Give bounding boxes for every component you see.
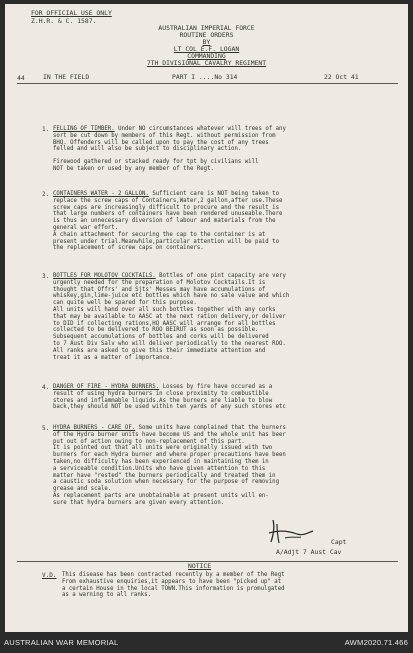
item-3-number: 3. (42, 273, 50, 280)
footer-source: AUSTRALIAN WAR MEMORIAL (4, 638, 119, 647)
notice-heading: NOTICE (188, 562, 212, 570)
part-number: PART I ....No 314 (172, 73, 238, 81)
header-rule (17, 83, 398, 84)
item-3-heading: BOTTLES FOR MOLOTOV COCKTAILS. (53, 273, 156, 279)
item-2-body: CONTAINERS WATER - 2 GALLON. Sufficient care is NOT being taken to replace the screw caps of Containers,Water,2 gallon,after use.These screw caps are increasingly difficult to procure and the result is that large numbers of containers have been rendered unuseable.There is thus an unnecessary diversion of labour and materials from the general war effort. A chain attachment for securing the cap to the container is at present under trial.Meanwhile,particular attention will be paid to the replacement of screw caps on containers. (53, 191, 283, 252)
signatory-rank: Capt (331, 538, 347, 546)
item-5-number: 5. (42, 425, 50, 432)
item-1-body: FELLING OF TIMBER. Under NO circumstances whatever will trees of any sort be cut down by members of this Regt. without permission from BHQ. Offenders will be called upon to pay the cost of any trees felled and will also be subject to disciplinary action. Firewood gathered or stacked ready for tpt by civilians will NOT be taken or used by any member of the Regt. (53, 126, 286, 172)
order-date: 22 Oct 41 (324, 73, 359, 81)
archive-footer (0, 632, 413, 653)
item-4-number: 4. (42, 384, 50, 391)
notice-body: This disease has been contracted recently by a member of the Regt From exhaustive enquiries,it appears to have been "picked up" at a certain House in the local TOWN.This information is promulgated as a warning to all ranks. (62, 572, 285, 599)
reference-number: Z.H.R. & C. 1587. (31, 17, 97, 25)
title-line-5: COMMANDING (187, 52, 226, 60)
item-1-number: 1. (42, 126, 50, 133)
item-4-body: DANGER OF FIRE - HYDRA BURNERS. Losses by fire have occured as a result of using hydra burners in close proximity to combustible stores and inflammable liquids.As the burners are liable to blow back,they should NOT be used within ten yards of any such stores etc (53, 384, 286, 411)
location: IN THE FIELD (43, 73, 90, 81)
title-line-1: AUSTRALIAN IMPERIAL FORCE (158, 24, 255, 32)
item-4-heading: DANGER OF FIRE - HYDRA BURNERS. (53, 384, 160, 390)
notice-label: V.D. (42, 572, 57, 579)
title-line-6: 7TH DIVISIONAL CAVALRY REGIMENT (146, 59, 267, 67)
item-3-body: BOTTLES FOR MOLOTOV COCKTAILS. Bottles of one pint capacity are very urgently needed for the preparation of Molotov Cocktails.It is thought that Offrs' and Sjts' Messes may have accumulations of whiskey,gin,lime-juice etc bottles which have no sale value and which can quite well be spared for this purpose. All units will hand over all such bottles together with any corks that may be available to AASC at the next ration delivery,or deliver to DID if collecting rations,HQ AASC will arrange for all bottles collected to be delivered to ROO BEIRUT as soon as possible. Subsequent accumulations of bottles and corks will be delivered to 7 Aust Div Salv who will deliver periodically to the nearest ROO. All ranks are asked to give this their immediate attention and treat it as a matter of importance. (53, 273, 290, 361)
page-number: 44 (17, 74, 25, 82)
signatory-appointment: A/Adjt 7 Aust Cav (276, 548, 342, 556)
title-line-3: BY (202, 38, 211, 46)
footer-accession-number: AWM2020.71.466 (344, 638, 408, 647)
handwritten-signature (267, 516, 323, 546)
official-use-marking: FOR OFFICIAL USE ONLY (31, 9, 112, 17)
item-1-heading: FELLING OF TIMBER. (53, 126, 115, 132)
item-5-body: HYDRA BURNERS - CARE OF. Some units have complained that the burners of the Hydra burner units have become US and the whole unit has beer put out of action owing to non-replacement of this part. It is pointed out that all units were originally issued with two burners for each Hydra burner and where proper precautions have been taken,no difficulty has been experienced in maintaining them in a serviceable condition.Units who have given attention to this matter have "rested" the burners periodically and treated them in a caustic soda solution when necessary for the purpose of removing grease and scale. As replacement parts are unobtainable at present units will en- sure that hydra burners are given every attention. (53, 425, 286, 506)
item-5-heading: HYDRA BURNERS - CARE OF. (53, 425, 136, 431)
document-page (5, 4, 408, 632)
title-line-2: ROUTINE ORDERS (179, 31, 234, 39)
item-2-number: 2. (42, 191, 50, 198)
title-line-4: LT COL E.F. LOGAN (173, 45, 240, 53)
item-2-heading: CONTAINERS WATER - 2 GALLON. (53, 191, 149, 197)
